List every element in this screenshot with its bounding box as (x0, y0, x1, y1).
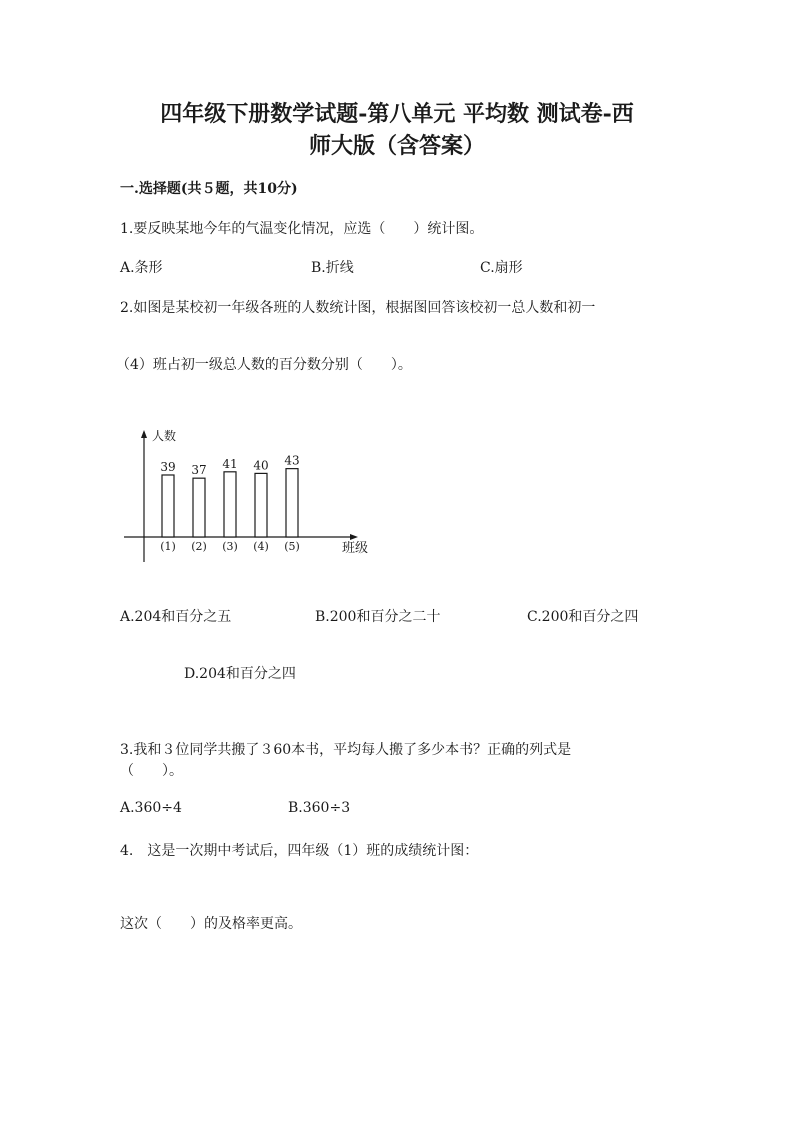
x-tick-label-2: (2) (191, 540, 207, 553)
question-2-option-b: B.200和百分之二十 (315, 609, 441, 625)
section-heading: 一.选择题(共５题，共10分) (120, 181, 298, 197)
chart-plot-area (124, 428, 368, 562)
bar-4 (255, 473, 267, 537)
question-3-text-line1: 3.我和３位同学共搬了３60本书，平均每人搬了多少本书？正确的列式是 (120, 742, 572, 758)
question-1-option-b: B.折线 (311, 260, 354, 276)
bar-3 (224, 472, 236, 537)
bar-2 (193, 478, 205, 537)
bar-value-label-2: 37 (191, 463, 207, 478)
question-2-option-d: D.204和百分之四 (184, 666, 296, 682)
page-title-line2: 师大版（含答案） (308, 133, 485, 159)
bar-value-label-5: 43 (284, 453, 300, 468)
question-4-text: 4. 这是一次期中考试后，四年级（1）班的成绩统计图： (120, 843, 479, 859)
question-2-option-a: A.204和百分之五 (120, 609, 232, 625)
bar-1 (162, 475, 174, 537)
question-1-option-c: C.扇形 (480, 260, 523, 276)
question-2-option-c: C.200和百分之四 (527, 609, 639, 625)
question-3-option-a: A.360÷4 (120, 800, 182, 816)
bar-value-label-4: 40 (253, 458, 269, 473)
y-axis-arrow (141, 430, 147, 438)
class-size-bar-chart (110, 420, 390, 570)
page-title-line1: 四年级下册数学试题-第八单元 平均数 测试卷-西 (160, 101, 634, 127)
x-tick-label-3: (3) (222, 540, 238, 553)
question-3-option-b: B.360÷3 (288, 800, 351, 816)
bar-value-label-1: 39 (160, 459, 176, 474)
x-axis-arrow (350, 534, 358, 540)
question-4-followup: 这次（ ）的及格率更高。 (120, 916, 302, 932)
question-3-text-line2: （ ）。 (120, 763, 183, 779)
question-1-text: 1.要反映某地今年的气温变化情况，应选（ ）统计图。 (120, 221, 484, 237)
x-tick-label-4: (4) (253, 540, 269, 553)
bar-5 (286, 469, 298, 537)
question-1-option-a: A.条形 (120, 260, 163, 276)
x-axis-label: 班级 (342, 541, 369, 556)
question-2-text-line1: 2.如图是某校初一年级各班的人数统计图，根据图回答该校初一总人数和初一 (120, 300, 596, 316)
y-axis-label: 人数 (152, 429, 177, 443)
x-tick-label-5: (5) (284, 540, 300, 553)
x-tick-label-1: (1) (160, 540, 176, 553)
question-2-text-line2: （4）班占初一级总人数的百分数分别（ ）。 (116, 357, 412, 373)
bar-value-label-3: 41 (222, 456, 238, 471)
